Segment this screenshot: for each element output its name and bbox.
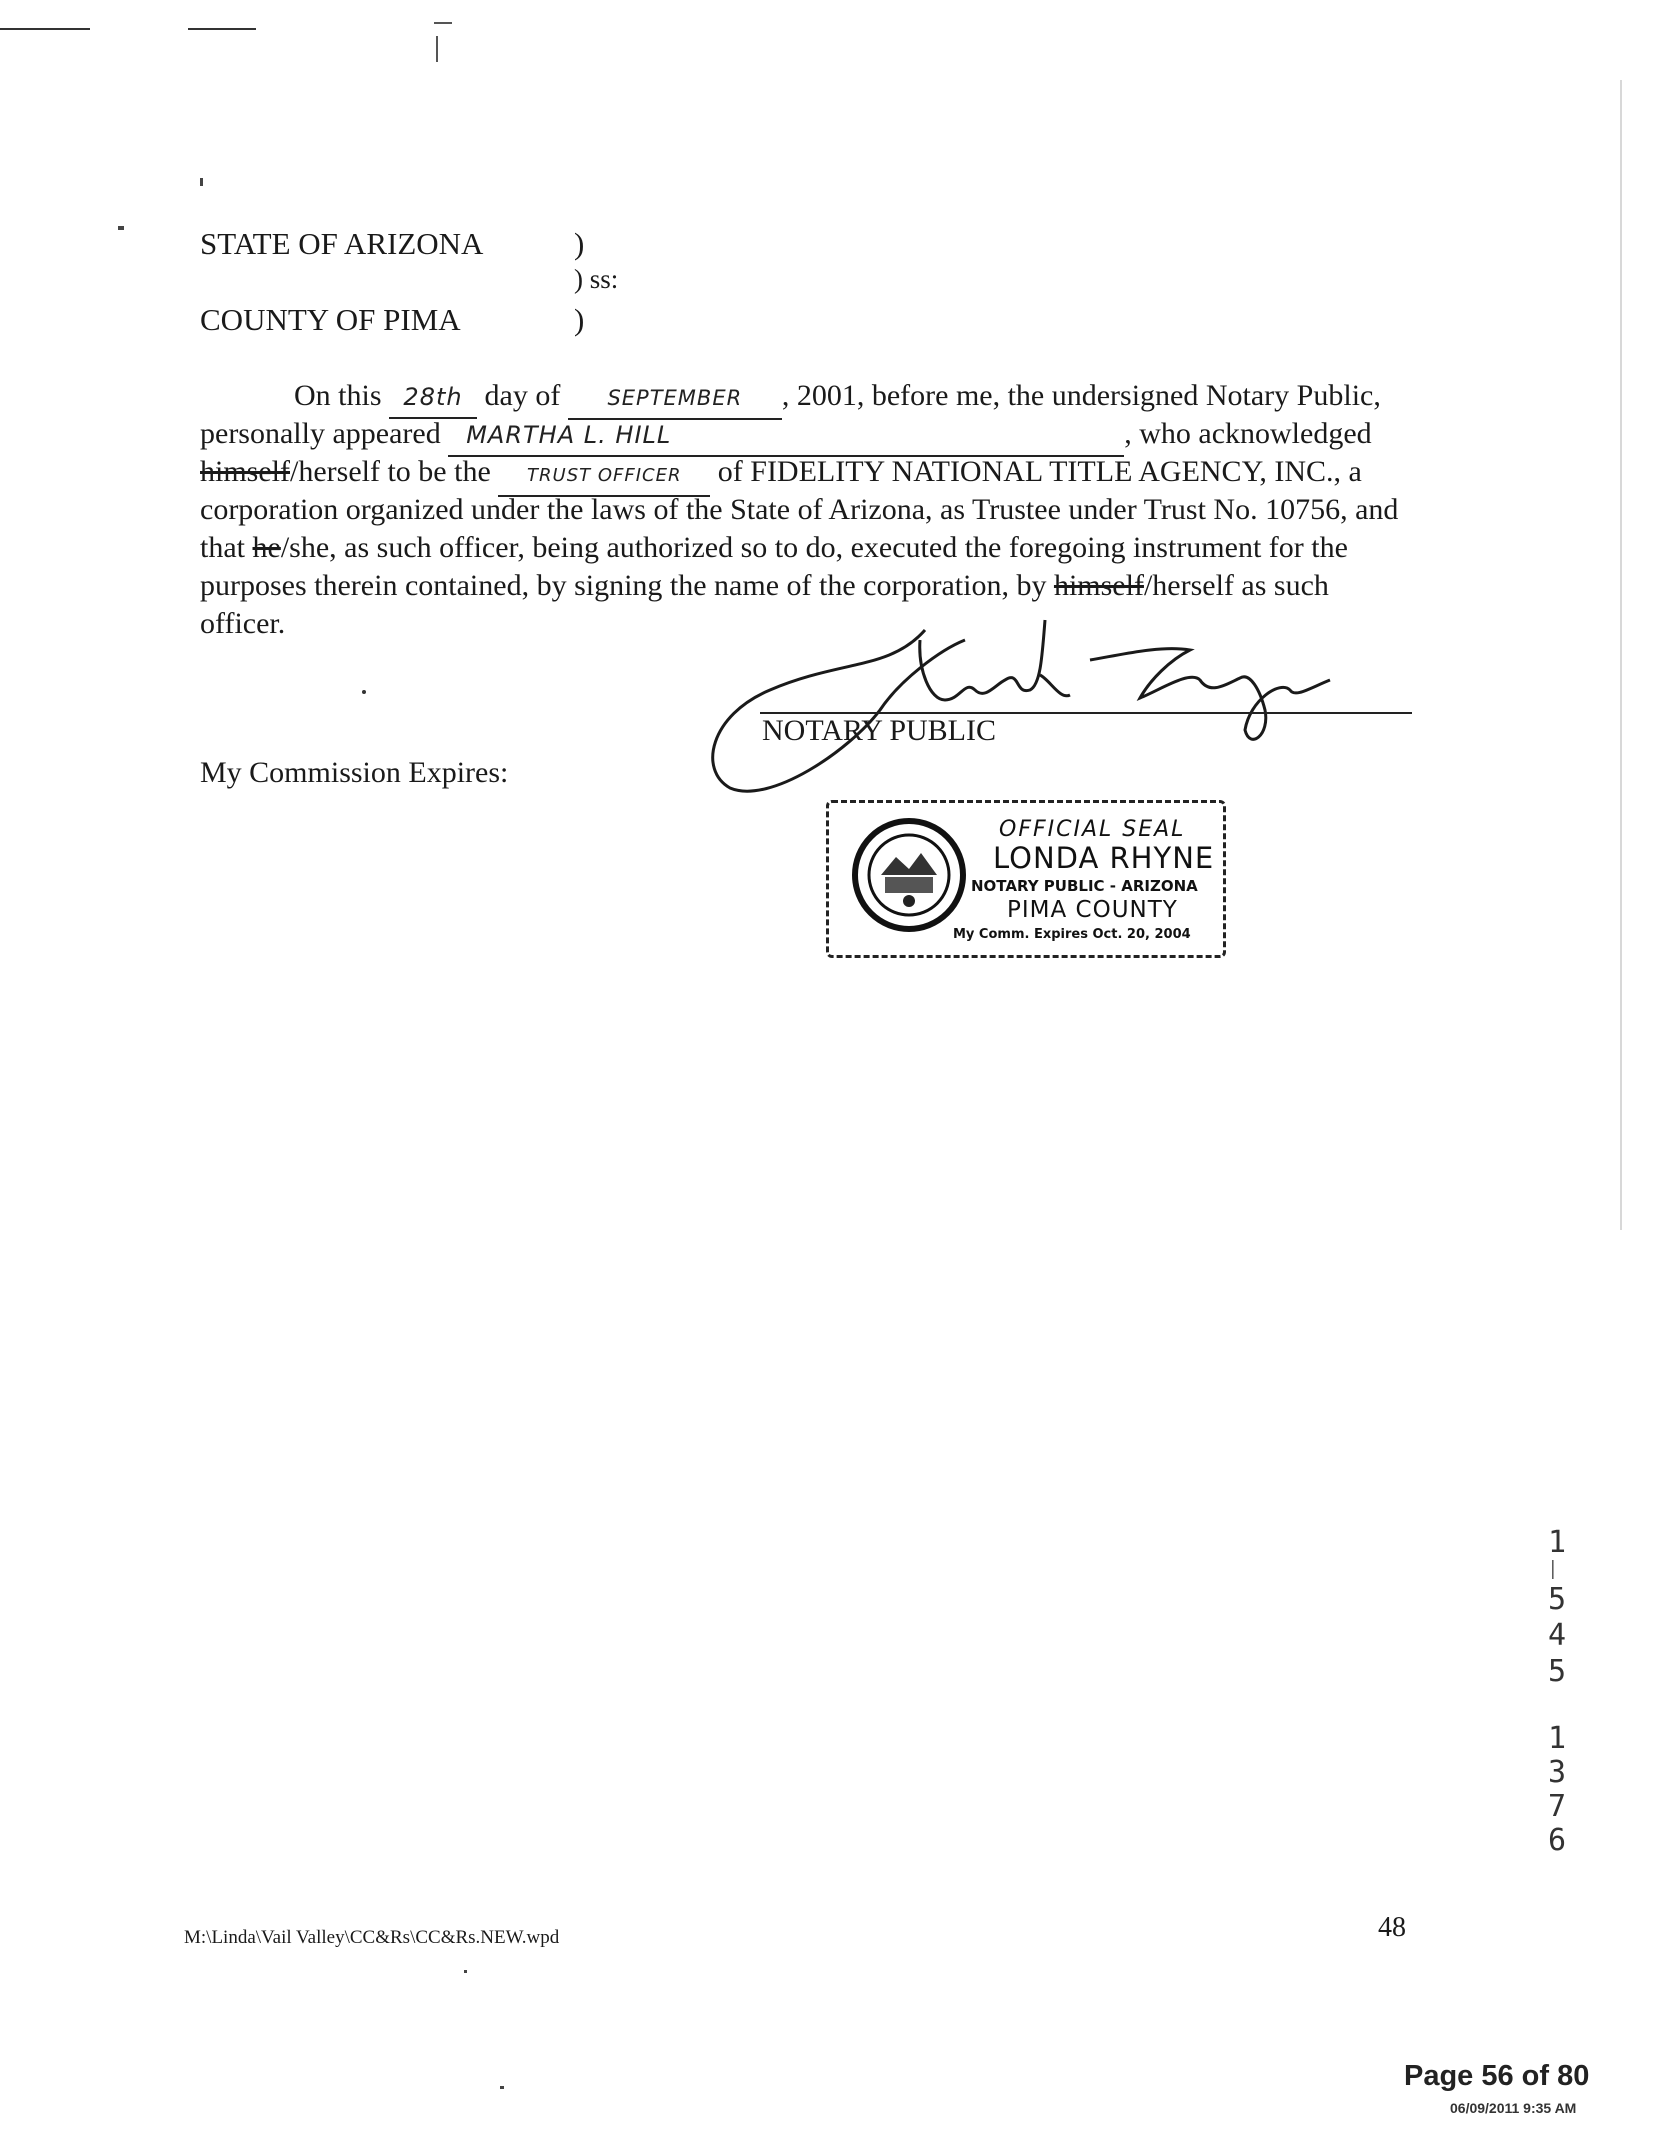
scan-mark	[118, 226, 124, 230]
personally-appeared-text: personally appeared	[200, 417, 441, 450]
recording-digit: 7	[1548, 1789, 1567, 1824]
official-seal-stamp	[826, 800, 1226, 958]
recording-digit: 1	[1548, 1525, 1567, 1560]
that-text: that	[200, 531, 245, 564]
on-this-text: On this	[294, 379, 382, 412]
seal-line-expires: My Comm. Expires Oct. 20, 2004	[953, 927, 1191, 942]
scan-mark	[188, 28, 256, 30]
scan-mark	[1620, 80, 1622, 1230]
scan-mark	[200, 178, 203, 186]
file-path: M:\Linda\Vail Valley\CC&Rs\CC&Rs.NEW.wpd	[184, 1927, 560, 1948]
scan-mark	[436, 36, 438, 62]
recording-digit: 5	[1548, 1582, 1567, 1617]
timestamp-label: 06/09/2011 9:35 AM	[1450, 2100, 1577, 2116]
name-field: MARTHA L. HILL	[448, 416, 1124, 457]
seal-line-notary: NOTARY PUBLIC - ARIZONA	[971, 877, 1198, 895]
herself-to-be-the-text: /herself to be the	[290, 455, 491, 488]
scan-dot	[362, 690, 366, 694]
who-acknowledged-text: , who acknowledged	[1124, 417, 1372, 450]
seal-line-county: PIMA COUNTY	[1007, 897, 1178, 923]
recording-digit: 5	[1548, 1654, 1567, 1689]
recording-digit: │	[1548, 1560, 1558, 1579]
day-field: 28th	[389, 378, 477, 419]
line6-start-text: purposes therein contained, by signing the name of the corporation, by	[200, 569, 1047, 602]
scan-dot	[464, 1970, 467, 1973]
he-struck: he	[252, 531, 281, 564]
venue-ss: ) ss:	[574, 264, 619, 294]
of-company-text: of FIDELITY NATIONAL TITLE AGENCY, INC., a	[717, 455, 1362, 488]
venue-paren-bottom: )	[574, 302, 585, 337]
notary-signature	[690, 600, 1380, 810]
line6-end-text: /herself as such	[1143, 569, 1329, 602]
recording-digit: 3	[1548, 1755, 1567, 1790]
recording-digit: 4	[1548, 1618, 1567, 1653]
recording-digit: 1	[1548, 1721, 1567, 1756]
commission-expires-label: My Commission Expires:	[200, 756, 509, 789]
himself-struck-2: himself	[1053, 569, 1144, 602]
seal-line-official: OFFICIAL SEAL	[999, 817, 1186, 842]
month-field: SEPTEMBER	[568, 379, 782, 420]
recording-digit: 6	[1548, 1823, 1567, 1858]
venue-state: STATE OF ARIZONA	[200, 226, 484, 261]
recording-number-top	[1548, 1525, 1588, 1690]
day-of-text: day of	[484, 379, 561, 412]
scan-mark	[434, 22, 452, 24]
scan-mark	[0, 28, 90, 30]
year-text: , 2001, before me, the undersigned Notary Public,	[781, 379, 1381, 412]
recording-number-bottom	[1548, 1722, 1588, 1858]
seal-line-name: LONDA RHYNE	[993, 841, 1215, 875]
scan-dot	[500, 2086, 504, 2089]
venue-county: COUNTY OF PIMA	[200, 302, 461, 337]
page-of-label: Page 56 of 80	[1404, 2060, 1590, 2092]
title-field: TRUST OFFICER	[498, 456, 710, 497]
ack-line-4: corporation organized under the laws of the State of Arizona, as Trustee under Trust No. 10756, and	[200, 493, 1399, 526]
ack-line-7: officer.	[200, 607, 286, 640]
venue-paren-top: )	[574, 226, 585, 261]
himself-struck: himself	[200, 455, 290, 488]
ack-line-5	[200, 528, 1348, 567]
ack-line-2	[200, 414, 1372, 457]
page-number: 48	[1378, 1912, 1406, 1943]
notary-public-label: NOTARY PUBLIC	[762, 714, 997, 747]
arizona-seal-icon	[851, 817, 967, 933]
line5-rest-text: /she, as such officer, being authorized so to do, executed the foregoing instrument for the	[280, 531, 1348, 564]
